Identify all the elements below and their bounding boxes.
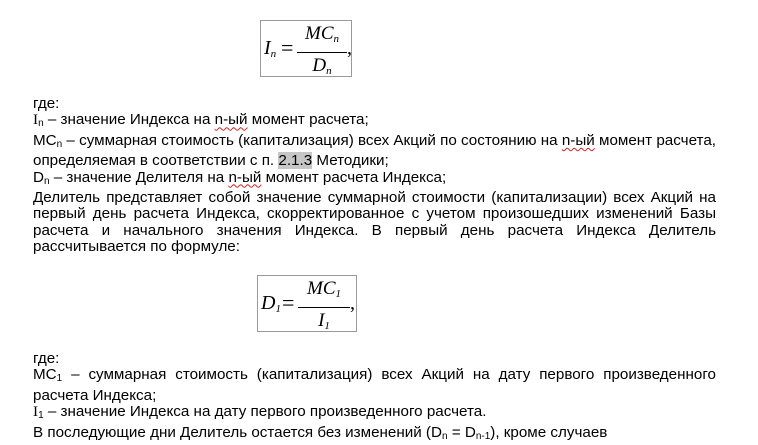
fraction-bar bbox=[298, 307, 350, 308]
definitions-block-1 bbox=[33, 96, 716, 256]
formula-fraction bbox=[297, 22, 347, 83]
formula-equals: = bbox=[282, 290, 295, 315]
highlighted-reference: 2.1.3 bbox=[278, 152, 313, 170]
divisor-description: Делитель представляет собой значение суммарной стоимости (капитализации) всех Акций на первый день расчета Индекса, скорректированное с учетом произошедших изменений Базы расчета и начального значения Индекса. В первый день расчета Индекса Делитель рассчитывается по формуле: bbox=[33, 189, 716, 256]
definition-index: $I_n$ – значение Индекса на n-ый момент расчета; bbox=[33, 111, 369, 130]
definition-capitalization: $MC_n$ – суммарная стоимость (капитализация) всех Акций по состоянию на n-ый момент расчета, определяемая в соответствии с п. 2.1.3 Методики; bbox=[33, 131, 716, 170]
formula-comma: , bbox=[347, 37, 352, 59]
definition-divisor: $D_n$ – значение Делителя на n-ый момент расчета Индекса; bbox=[33, 168, 447, 187]
fraction-bar bbox=[297, 52, 347, 53]
formula-denominator: $I_1$ bbox=[318, 310, 330, 332]
where-label: где: bbox=[33, 350, 60, 367]
formula-comma: , bbox=[350, 292, 355, 314]
formula-fraction bbox=[298, 277, 350, 338]
where-label: где: bbox=[33, 95, 60, 112]
formula-divisor bbox=[257, 275, 357, 332]
formula-denominator: $D_n$ bbox=[312, 55, 332, 77]
definition-first-capitalization: $MC_1$ – суммарная стоимость (капитализация) всех Акций на дату первого произведенного расчета Индекса; bbox=[33, 366, 716, 404]
formula-lhs: $I_n$ bbox=[264, 37, 277, 60]
formula-index-value bbox=[260, 20, 352, 77]
formula-equals: = bbox=[281, 35, 294, 60]
formula-lhs: $D_1$ bbox=[261, 292, 281, 315]
definition-first-index: $I_1$ – значение Индекса на дату первого произведенного расчета. bbox=[33, 403, 487, 422]
formula-numerator: $MC_n$ bbox=[305, 23, 339, 45]
definitions-block-2 bbox=[33, 351, 716, 445]
formula-numerator: $MC_1$ bbox=[307, 278, 341, 300]
subsequent-days-note: В последующие дни Делитель остается без изменений $(D_n = D_{n-1})$, кроме случаев bbox=[33, 423, 608, 442]
